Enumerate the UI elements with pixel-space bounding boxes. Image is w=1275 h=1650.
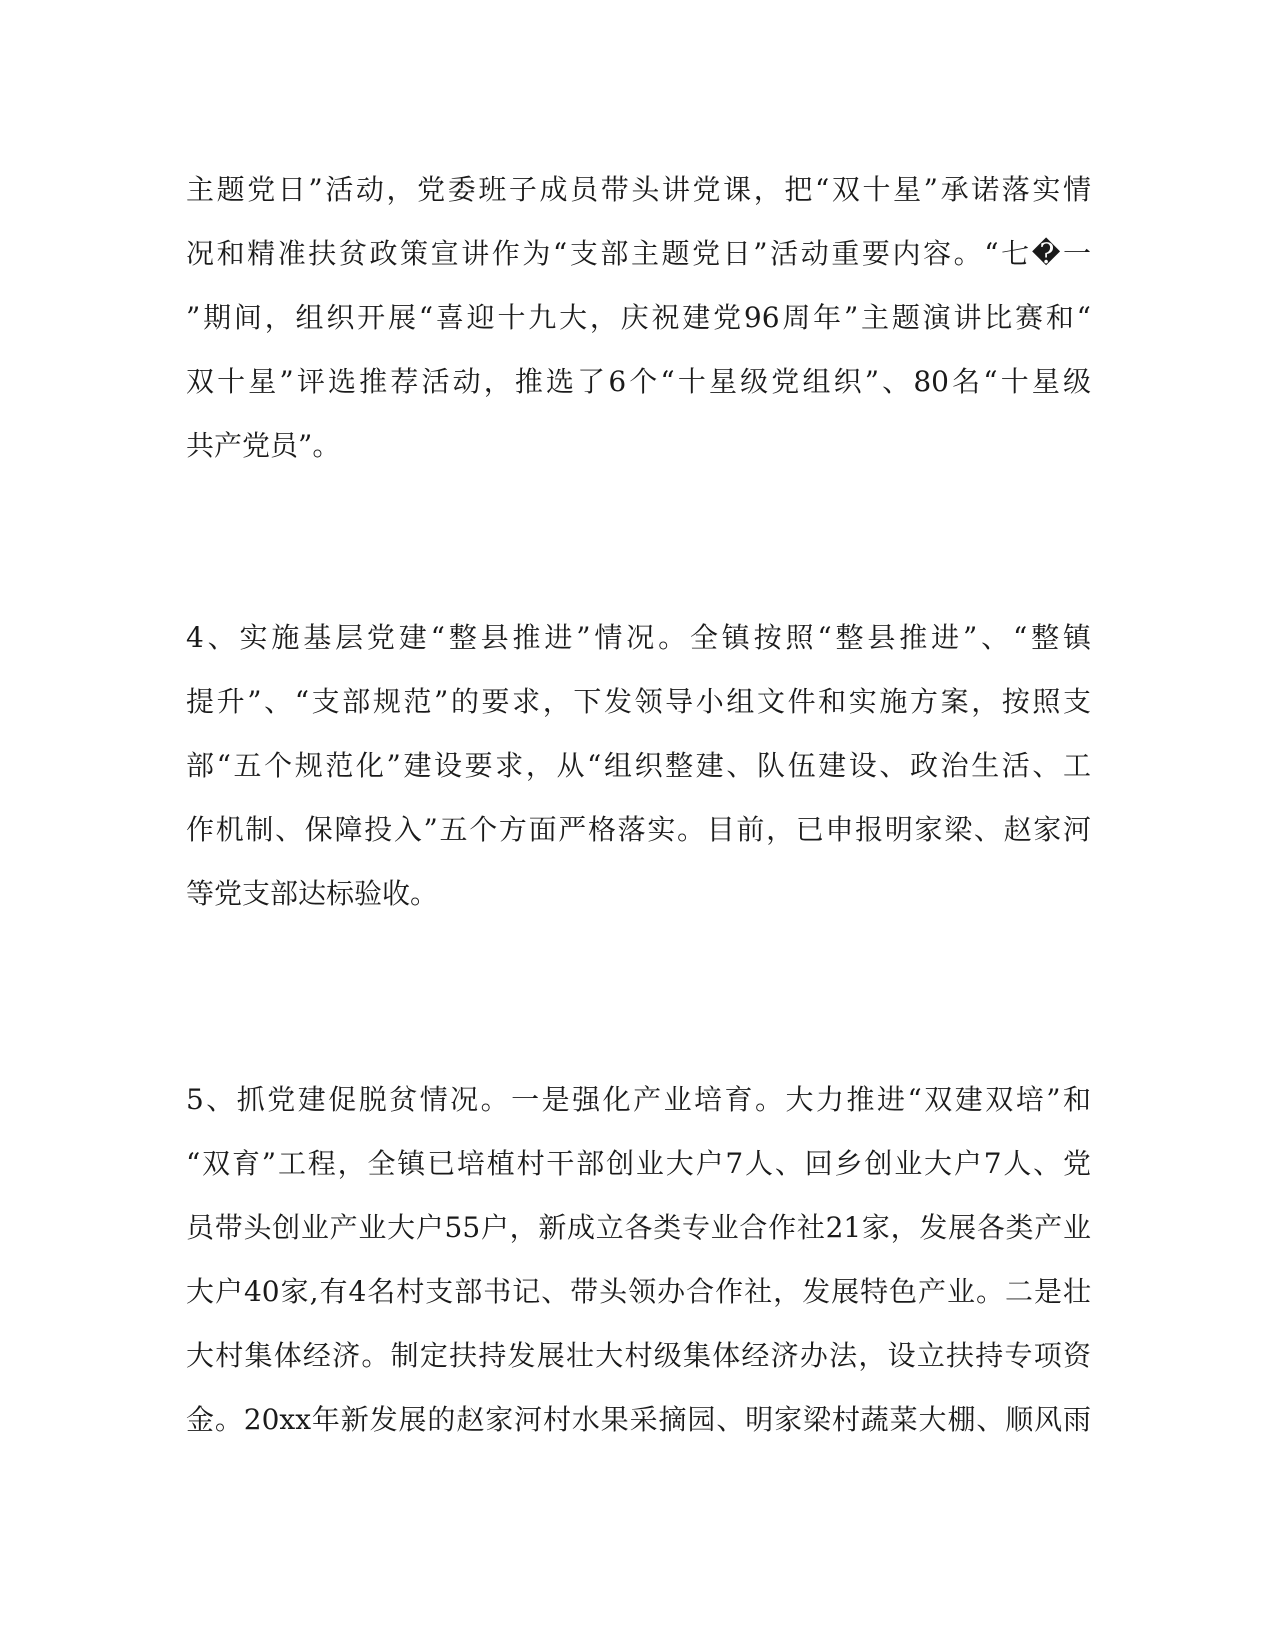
- text-line: 4、实施基层党建“整县推进”情况。全镇按照“整县推进”、“整镇: [186, 621, 1091, 654]
- text-line: 5、抓党建促脱贫情况。一是强化产业培育。大力推进“双建双培”和: [186, 1083, 1091, 1116]
- text-line: 员带头创业产业大户55户，新成立各类专业合作社21家，发展各类产业: [186, 1211, 1091, 1244]
- text-line: “双育”工程，全镇已培植村干部创业大户7人、回乡创业大户7人、党: [186, 1147, 1091, 1180]
- text-line: 共产党员”。: [186, 429, 341, 462]
- paragraph-section-4: [186, 606, 1091, 926]
- text-line: ”期间，组织开展“喜迎十九大，庆祝建党96周年”主题演讲比赛和“: [186, 301, 1091, 334]
- text-line: 等党支部达标验收。: [186, 877, 439, 910]
- text-line: 部“五个规范化”建设要求，从“组织整建、队伍建设、政治生活、工: [186, 749, 1091, 782]
- paragraph-section-5: [186, 1068, 1091, 1452]
- text-line: 况和精准扶贫政策宣讲作为“支部主题党日”活动重要内容。“七�一: [186, 237, 1091, 270]
- text-line: 大户40家,有4名村支部书记、带头领办合作社，发展特色产业。二是壮: [186, 1275, 1091, 1308]
- text-line: 主题党日”活动，党委班子成员带头讲党课，把“双十星”承诺落实情: [186, 173, 1091, 206]
- text-line: 提升”、“支部规范”的要求，下发领导小组文件和实施方案，按照支: [186, 685, 1091, 718]
- text-line: 大村集体经济。制定扶持发展壮大村级集体经济办法，设立扶持专项资: [186, 1339, 1091, 1372]
- text-line: 作机制、保障投入”五个方面严格落实。目前，已申报明家梁、赵家河: [186, 813, 1091, 846]
- text-line: 双十星”评选推荐活动，推选了6个“十星级党组织”、80名“十星级: [186, 365, 1091, 398]
- paragraph-theme-party-day: [186, 158, 1091, 478]
- text-line: 金。20xx年新发展的赵家河村水果采摘园、明家梁村蔬菜大棚、顺风雨: [186, 1403, 1091, 1436]
